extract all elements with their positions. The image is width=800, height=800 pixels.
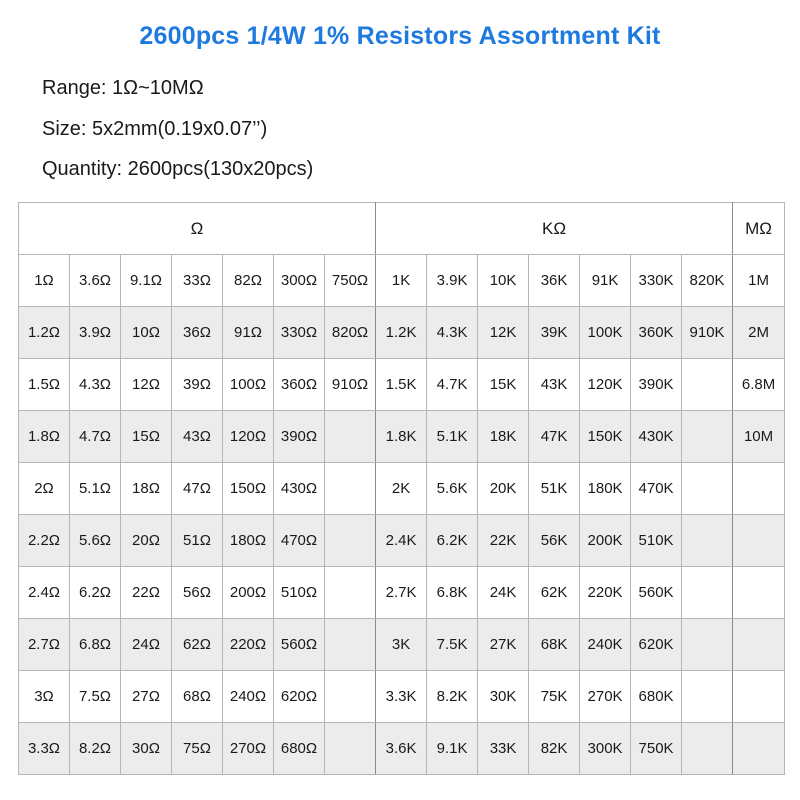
header-mega-ohm: MΩ: [733, 203, 785, 255]
table-cell: 18K: [478, 411, 529, 463]
table-cell: 10Ω: [121, 307, 172, 359]
table-cell: 4.7Ω: [70, 411, 121, 463]
table-cell: 15Ω: [121, 411, 172, 463]
table-cell: [682, 671, 733, 723]
table-cell: 7.5K: [427, 619, 478, 671]
table-cell: 200Ω: [223, 567, 274, 619]
table-cell: 2.2Ω: [19, 515, 70, 567]
table-cell: 36K: [529, 255, 580, 307]
table-cell: 620Ω: [274, 671, 325, 723]
table-cell: 22K: [478, 515, 529, 567]
table-cell: 6.2Ω: [70, 567, 121, 619]
table-cell: 240K: [580, 619, 631, 671]
header-ohm: Ω: [19, 203, 376, 255]
page-title: 2600pcs 1/4W 1% Resistors Assortment Kit: [139, 22, 661, 50]
table-cell: 33K: [478, 723, 529, 775]
table-cell: 22Ω: [121, 567, 172, 619]
table-cell: [733, 463, 785, 515]
header-kilo-ohm: KΩ: [376, 203, 733, 255]
table-cell: 2M: [733, 307, 785, 359]
table-cell: 12K: [478, 307, 529, 359]
table-cell: 3.3K: [376, 671, 427, 723]
table-cell: 150Ω: [223, 463, 274, 515]
table-row: [19, 567, 785, 619]
table-row: [19, 463, 785, 515]
table-cell: [682, 515, 733, 567]
table-row: [19, 411, 785, 463]
table-cell: 43K: [529, 359, 580, 411]
table-cell: 120Ω: [223, 411, 274, 463]
table-cell: 30Ω: [121, 723, 172, 775]
table-cell: 75Ω: [172, 723, 223, 775]
table-cell: [325, 671, 376, 723]
table-cell: [325, 515, 376, 567]
table-cell: 820K: [682, 255, 733, 307]
table-cell: 68Ω: [172, 671, 223, 723]
table-cell: 51Ω: [172, 515, 223, 567]
table-cell: [733, 723, 785, 775]
spec-size: Size: 5x2mm(0.19x0.07’’): [42, 118, 268, 140]
table-cell: 300K: [580, 723, 631, 775]
table-cell: 1.8Ω: [19, 411, 70, 463]
table-row: [19, 671, 785, 723]
table-cell: 300Ω: [274, 255, 325, 307]
table-cell: 510Ω: [274, 567, 325, 619]
table-cell: 560K: [631, 567, 682, 619]
table-cell: 470K: [631, 463, 682, 515]
table-cell: 4.3K: [427, 307, 478, 359]
table-cell: [682, 567, 733, 619]
table-cell: 2.4K: [376, 515, 427, 567]
table-cell: [682, 619, 733, 671]
table-row: [19, 255, 785, 307]
table-cell: 75K: [529, 671, 580, 723]
table-cell: 2.4Ω: [19, 567, 70, 619]
table-cell: 270K: [580, 671, 631, 723]
table-cell: 360Ω: [274, 359, 325, 411]
table-cell: 1.2K: [376, 307, 427, 359]
table-row: [19, 307, 785, 359]
table-cell: 56Ω: [172, 567, 223, 619]
table-cell: 6.8Ω: [70, 619, 121, 671]
table-cell: 2Ω: [19, 463, 70, 515]
table-cell: 43Ω: [172, 411, 223, 463]
table-cell: 27K: [478, 619, 529, 671]
table-cell: 3.6K: [376, 723, 427, 775]
table-cell: 10K: [478, 255, 529, 307]
table-cell: 6.2K: [427, 515, 478, 567]
table-cell: 6.8M: [733, 359, 785, 411]
table-cell: [325, 463, 376, 515]
table-cell: [325, 411, 376, 463]
table-cell: 390Ω: [274, 411, 325, 463]
table-cell: 180K: [580, 463, 631, 515]
table-cell: 5.6Ω: [70, 515, 121, 567]
table-row: [19, 359, 785, 411]
table-cell: 430K: [631, 411, 682, 463]
table-row: [19, 723, 785, 775]
resistor-values-table: [18, 202, 785, 775]
table-cell: 8.2K: [427, 671, 478, 723]
table-cell: 20K: [478, 463, 529, 515]
table-cell: 120K: [580, 359, 631, 411]
table-header-row: [19, 203, 785, 255]
table-cell: 91K: [580, 255, 631, 307]
table-cell: 470Ω: [274, 515, 325, 567]
table-cell: 68K: [529, 619, 580, 671]
table-cell: 47Ω: [172, 463, 223, 515]
table-cell: 36Ω: [172, 307, 223, 359]
table-cell: [733, 619, 785, 671]
table-cell: 5.1K: [427, 411, 478, 463]
table-cell: 12Ω: [121, 359, 172, 411]
table-cell: 56K: [529, 515, 580, 567]
table-cell: 51K: [529, 463, 580, 515]
table-cell: 620K: [631, 619, 682, 671]
table-cell: [682, 411, 733, 463]
table-cell: 330Ω: [274, 307, 325, 359]
table-cell: 1.5Ω: [19, 359, 70, 411]
table-cell: 33Ω: [172, 255, 223, 307]
table-cell: 220Ω: [223, 619, 274, 671]
table-cell: 27Ω: [121, 671, 172, 723]
table-row: [19, 515, 785, 567]
table-cell: 820Ω: [325, 307, 376, 359]
table-cell: 18Ω: [121, 463, 172, 515]
table-cell: 6.8K: [427, 567, 478, 619]
table-cell: 9.1K: [427, 723, 478, 775]
table-cell: 5.1Ω: [70, 463, 121, 515]
table-cell: 10M: [733, 411, 785, 463]
table-cell: 680Ω: [274, 723, 325, 775]
table-cell: 270Ω: [223, 723, 274, 775]
table-cell: 2.7Ω: [19, 619, 70, 671]
spec-range: Range: 1Ω~10MΩ: [42, 77, 204, 99]
table-cell: 30K: [478, 671, 529, 723]
table-cell: 1K: [376, 255, 427, 307]
table-cell: [733, 671, 785, 723]
table-cell: 39Ω: [172, 359, 223, 411]
table-cell: 3.9Ω: [70, 307, 121, 359]
table-cell: 62Ω: [172, 619, 223, 671]
table-cell: 24K: [478, 567, 529, 619]
table-cell: 91Ω: [223, 307, 274, 359]
table-cell: 560Ω: [274, 619, 325, 671]
table-cell: 3Ω: [19, 671, 70, 723]
table-cell: 5.6K: [427, 463, 478, 515]
table-cell: 360K: [631, 307, 682, 359]
table-cell: 390K: [631, 359, 682, 411]
table-cell: [682, 723, 733, 775]
table-cell: 62K: [529, 567, 580, 619]
table-cell: 220K: [580, 567, 631, 619]
table-cell: 240Ω: [223, 671, 274, 723]
table-cell: [682, 463, 733, 515]
table-cell: 430Ω: [274, 463, 325, 515]
table-cell: 3K: [376, 619, 427, 671]
table-cell: 750K: [631, 723, 682, 775]
table-cell: 330K: [631, 255, 682, 307]
table-cell: 180Ω: [223, 515, 274, 567]
table-cell: [733, 567, 785, 619]
table-cell: 15K: [478, 359, 529, 411]
table-cell: 39K: [529, 307, 580, 359]
table-cell: 1.8K: [376, 411, 427, 463]
table-cell: 2K: [376, 463, 427, 515]
table-cell: 4.7K: [427, 359, 478, 411]
table-cell: 680K: [631, 671, 682, 723]
table-cell: 510K: [631, 515, 682, 567]
table-cell: 3.6Ω: [70, 255, 121, 307]
spec-quantity: Quantity: 2600pcs(130x20pcs): [42, 158, 314, 180]
table-cell: 3.9K: [427, 255, 478, 307]
table-cell: 1M: [733, 255, 785, 307]
table-cell: 4.3Ω: [70, 359, 121, 411]
table-cell: 150K: [580, 411, 631, 463]
table-cell: 1.5K: [376, 359, 427, 411]
table-cell: 82K: [529, 723, 580, 775]
table-row: [19, 619, 785, 671]
table-cell: [325, 619, 376, 671]
table-cell: 910K: [682, 307, 733, 359]
table-cell: 8.2Ω: [70, 723, 121, 775]
table-cell: 750Ω: [325, 255, 376, 307]
table-cell: 100K: [580, 307, 631, 359]
table-cell: 20Ω: [121, 515, 172, 567]
table-cell: [733, 515, 785, 567]
table-cell: 1Ω: [19, 255, 70, 307]
table-cell: 200K: [580, 515, 631, 567]
table-cell: 910Ω: [325, 359, 376, 411]
table-cell: [682, 359, 733, 411]
table-cell: 7.5Ω: [70, 671, 121, 723]
table-cell: 100Ω: [223, 359, 274, 411]
table-cell: 9.1Ω: [121, 255, 172, 307]
table-cell: 3.3Ω: [19, 723, 70, 775]
table-cell: 1.2Ω: [19, 307, 70, 359]
table-cell: 47K: [529, 411, 580, 463]
table-cell: 2.7K: [376, 567, 427, 619]
table-cell: [325, 567, 376, 619]
table-cell: 24Ω: [121, 619, 172, 671]
table-cell: 82Ω: [223, 255, 274, 307]
table-cell: [325, 723, 376, 775]
